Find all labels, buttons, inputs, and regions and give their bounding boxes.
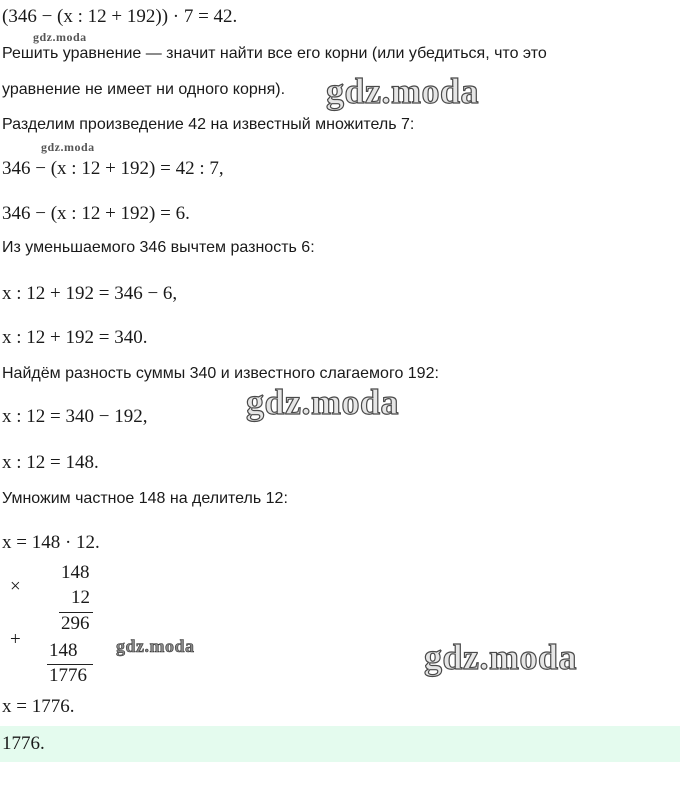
watermark-large: gdz.moda — [246, 382, 400, 422]
equation-step-4: x : 12 + 192 = 340. — [2, 327, 148, 348]
partial-product-1: 296 — [61, 613, 90, 634]
multiplier: 12 — [71, 587, 90, 608]
step-divide-text: Разделим произведение 42 на известный множитель 7: — [2, 116, 415, 133]
explanation-line-1: Решить уравнение — значит найти все его корни (или убедиться, что это — [2, 45, 547, 62]
watermark-large: gdz.moda — [326, 71, 480, 111]
plus-sign: + — [10, 629, 21, 650]
equation-step-6: x : 12 = 148. — [2, 452, 99, 473]
answer-box — [0, 726, 680, 762]
equation-step-3: x : 12 + 192 = 346 − 6, — [2, 283, 178, 304]
watermark-large: gdz.moda — [424, 637, 578, 677]
step-difference-text: Найдём разность суммы 340 и известного слагаемого 192: — [2, 365, 439, 382]
explanation-line-2: уравнение не имеет ни одного корня). — [2, 81, 286, 98]
equation-step-2: 346 − (x : 12 + 192) = 6. — [2, 203, 190, 224]
multiplicand: 148 — [61, 562, 90, 583]
watermark-small: gdz.moda — [41, 140, 95, 154]
answer-value: 1776. — [2, 733, 45, 754]
watermark-small: gdz.moda — [33, 30, 87, 44]
column-result: 1776 — [49, 665, 87, 686]
equation-final: x = 1776. — [2, 696, 75, 717]
partial-product-2: 148 — [49, 640, 78, 661]
equation-step-5: x : 12 = 340 − 192, — [2, 406, 148, 427]
step-subtract-text: Из уменьшаемого 346 вычтем разность 6: — [2, 239, 315, 256]
equation-original: (346 − (x : 12 + 192)) · 7 = 42. — [2, 6, 238, 27]
watermark-medium: gdz.moda — [116, 636, 195, 656]
equation-step-1: 346 − (x : 12 + 192) = 42 : 7, — [2, 158, 224, 179]
equation-step-7: x = 148 · 12. — [2, 532, 100, 553]
times-sign: × — [10, 576, 21, 597]
step-multiply-text: Умножим частное 148 на делитель 12: — [2, 490, 288, 507]
